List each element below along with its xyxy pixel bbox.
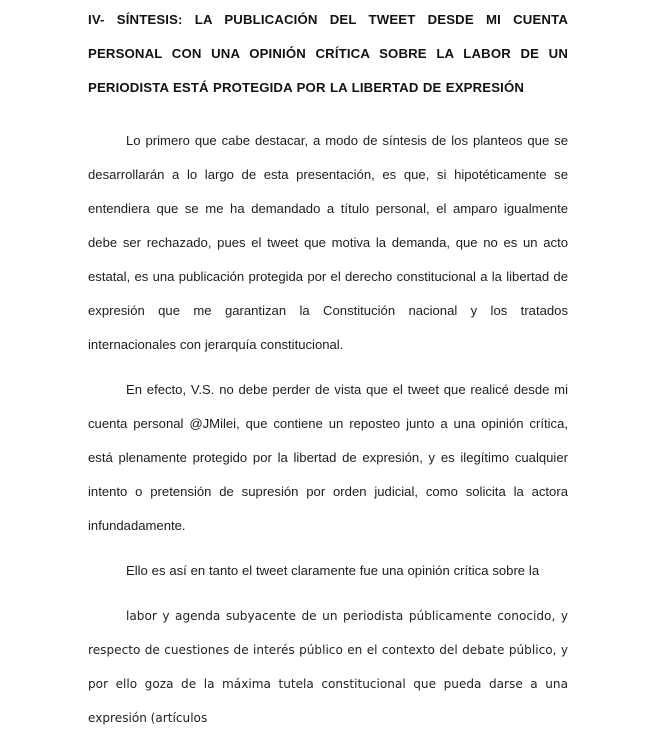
body-paragraph-3: Ello es así en tanto el tweet claramente fue una opinión crítica sobre la: [126, 563, 540, 578]
heading-line-3: PERIODISTA ESTÁ PROTEGIDA POR LA LIBERTAD DE EXPRESIÓN: [88, 80, 525, 95]
document-heading: [88, 0, 568, 105]
heading-line-1: IV- SÍNTESIS: LA PUBLICACIÓN DEL TWEET DESDE MI CUENTA: [88, 12, 568, 27]
body-paragraph-2: En efecto, V.S. no debe perder de vista que el tweet que realicé desde mi cuenta personal @JMilei, que contiene un reposteo junto a una opinión crítica, está plenamente protegido por la libertad de expresión, y es ilegítimo cualquier intento o pretensión de supresión por orden judicial, como solicita la actora infundadamente.: [88, 382, 568, 533]
heading-line-2: PERSONAL CON UNA OPINIÓN CRÍTICA SOBRE LA LABOR DE UN: [88, 46, 568, 61]
body-paragraph-4: labor y agenda subyacente de un periodista públicamente conocido, y respecto de cuestiones de interés público en el contexto del debate público, y por ello goza de la máxima tutela constitucional que pueda darse a una expresión (artículos: [88, 609, 568, 725]
body-paragraph-1: Lo primero que cabe destacar, a modo de síntesis de los planteos que se desarrollarán a lo largo de esta presentación, es que, si hipotéticamente se entendiera que se me ha demandado a título personal, el amparo igualmente debe ser rechazado, pues el tweet que motiva la demanda, que no es un acto estatal, es una publicación protegida por el derecho constitucional a la libertad de expresión que me garantizan la Constitución nacional y los tratados internacionales con jerarquía constitucional.: [88, 133, 568, 352]
